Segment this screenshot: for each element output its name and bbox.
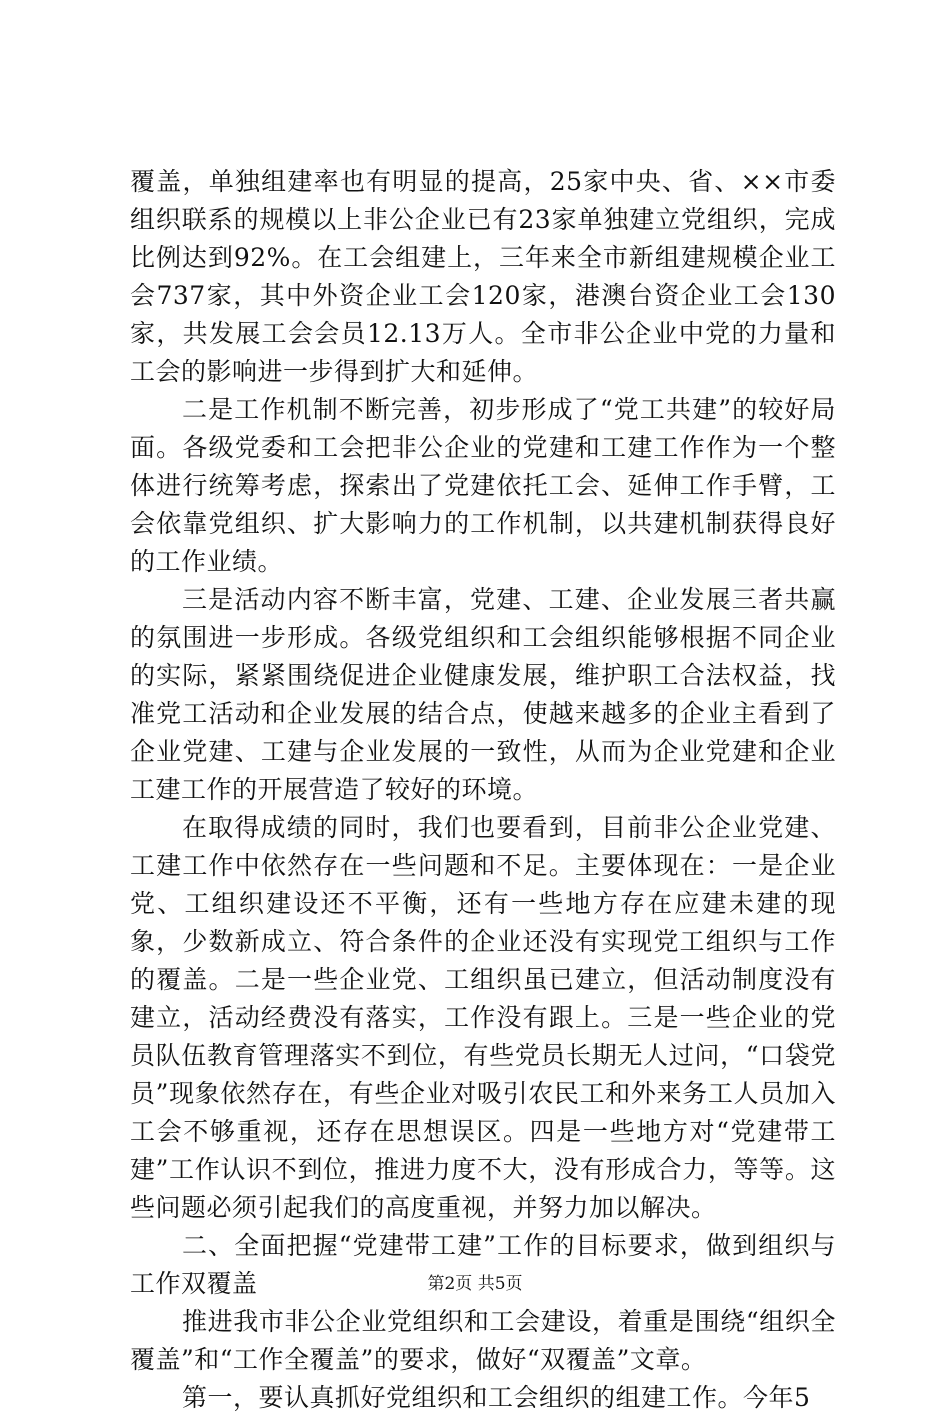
page-number-footer: 第2页 共5页: [427, 1274, 523, 1294]
paragraph-first-point: 第一，要认真抓好党组织和工会组织的组建工作。今年5: [182, 1383, 811, 1412]
section-heading-2: 二、全面把握“党建带工建”工作的目标要求，做到组织与工作双覆盖: [130, 1231, 836, 1298]
paragraph-problems: 在取得成绩的同时，我们也要看到，目前非公企业党建、工建工作中依然存在一些问题和不足。主要体现在：一是企业党、工组织建设还不平衡，还有一些地方存在应建未建的现象，少数新成立、符合条件的企业还没有实现党工组织与工作的覆盖。二是一些企业党、工组织虽已建立，但活动制度没有建立，活动经费没有落实，工作没有跟上。三是一些企业的党员队伍教育管理落实不到位，有些党员长期无人过问，“口袋党员”现象依然存在，有些企业对吸引农民工和外来务工人员加入工会不够重视，还存在思想误区。四是一些地方对“党建带工建”工作认识不到位，推进力度不大，没有形成合力，等等。这些问题必须引起我们的高度重视，并努力加以解决。: [130, 813, 836, 1222]
paragraph-double-coverage: 推进我市非公企业党组织和工会建设，着重是围绕“组织全覆盖”和“工作全覆盖”的要求，做好“双覆盖”文章。: [130, 1307, 836, 1374]
document-body: [130, 163, 836, 1417]
paragraph-activity-content: 三是活动内容不断丰富，党建、工建、企业发展三者共赢的氛围进一步形成。各级党组织和工会组织能够根据不同企业的实际，紧紧围绕促进企业健康发展，维护职工合法权益，找准党工活动和企业发展的结合点，使越来越多的企业主看到了企业党建、工建与企业发展的一致性，从而为企业党建和企业工建工作的开展营造了较好的环境。: [130, 585, 836, 804]
paragraph-work-mechanism: 二是工作机制不断完善，初步形成了“党工共建”的较好局面。各级党委和工会把非公企业的党建和工建工作作为一个整体进行统筹考虑，探索出了党建依托工会、延伸工作手臂，工会依靠党组织、扩大影响力的工作机制，以共建机制获得良好的工作业绩。: [130, 395, 836, 576]
paragraph-continued: 覆盖，单独组建率也有明显的提高，25家中央、省、××市委组织联系的规模以上非公企业已有23家单独建立党组织，完成比例达到92%。在工会组建上，三年来全市新组建规模企业工会737家，其中外资企业工会120家，港澳台资企业工会130家，共发展工会会员12.13万人。全市非公企业中党的力量和工会的影响进一步得到扩大和延伸。: [130, 167, 836, 386]
